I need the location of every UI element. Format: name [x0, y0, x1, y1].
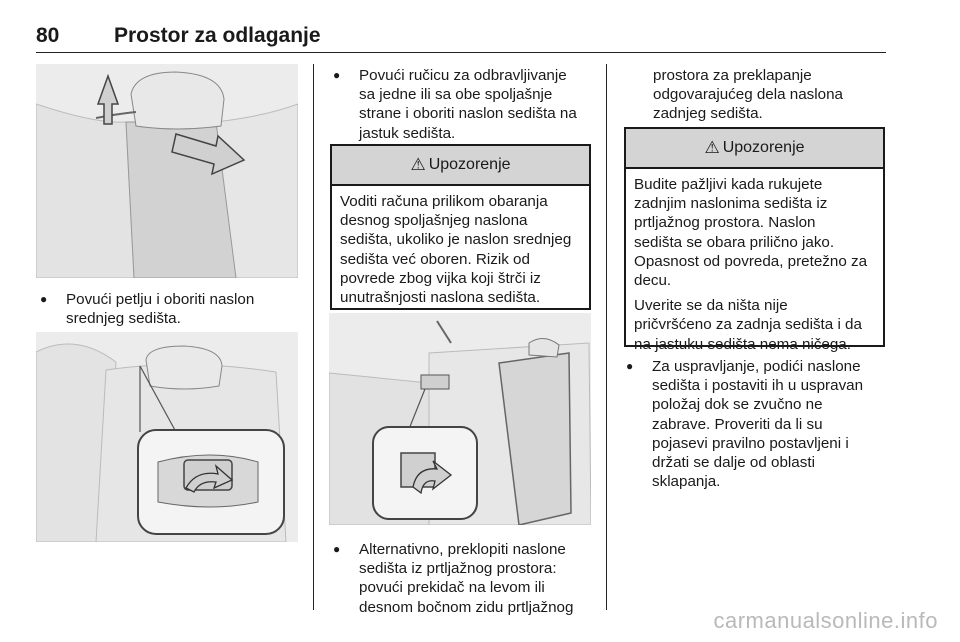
bullet-icon: ● — [333, 542, 341, 556]
instruction-bullet-pull-loop: ● Povući petlju i oboriti naslon srednjeg sedišta. — [40, 291, 255, 328]
warning-paragraph-2: Uverite se da ništa nije pričvršćeno za zadnja sedišta i da na jastuku sedišta nema ničega. — [634, 297, 862, 353]
seatback-release-handle-illustration — [36, 332, 298, 542]
warning-header — [332, 146, 589, 186]
warning-box-1 — [330, 144, 591, 310]
rear-seat-center-headrest-illustration — [36, 64, 298, 278]
instruction-bullet-raise-seats: ● Za uspravljanje, podići naslone sedišta i postaviti ih u uspravan položaj dok se zvučno ne zabrave. Proveriti da li su pojasevi pravilno postavljeni i držati se dalje od oblasti sklapanja. — [626, 358, 864, 491]
warning-title: Upozorenje — [428, 156, 511, 173]
instruction-continuation: prostora za preklapanje odgovarajućeg dela naslona zadnjeg sedišta. — [653, 67, 843, 123]
page-title: Prostor za odlaganje — [114, 24, 321, 47]
bullet-icon: ● — [333, 68, 341, 82]
warning-paragraph-1: Budite pažljivi kada rukujete zadnjim naslonima sedišta iz prtljažnog prostora. Naslon sedišta se obara prilično jako. Opasnost od povreda, pretežno za decu. — [634, 176, 868, 290]
column-divider-1 — [313, 64, 314, 610]
luggage-compartment-release-switch-illustration — [329, 313, 591, 525]
warning-triangle-icon: ⚠ — [410, 155, 426, 174]
warning-triangle-icon: ⚠ — [704, 138, 720, 157]
bullet-icon: ● — [626, 359, 634, 373]
instruction-bullet-release-handle: ● Povući ručicu za odbravljivanje sa jedne ili sa obe spoljašnje strane i oboriti naslon sedišta na jastuk sedišta. — [333, 67, 577, 142]
warning-text: Voditi računa prilikom obaranja desnog spoljašnjeg naslona sedišta, ukoliko je naslon srednjeg sedišta već oboren. Rizik od povrede zbog vijka koji štrči iz unutrašnjosti naslona sedišta. — [340, 193, 572, 307]
warning-title: Upozorenje — [722, 139, 805, 156]
page-header — [36, 20, 886, 53]
warning-header — [626, 129, 883, 169]
bullet-icon: ● — [40, 292, 48, 306]
instruction-bullet-alternative: ● Alternativno, preklopiti naslone sedišta iz prtljažnog prostora: povući prekidač na levom ili desnom bočnom zidu prtljažnog — [333, 541, 574, 616]
page-number: 80 — [36, 24, 60, 47]
column-divider-2 — [606, 64, 607, 610]
warning-box-2 — [624, 127, 885, 353]
watermark: carmanualsonline.info — [713, 608, 938, 633]
